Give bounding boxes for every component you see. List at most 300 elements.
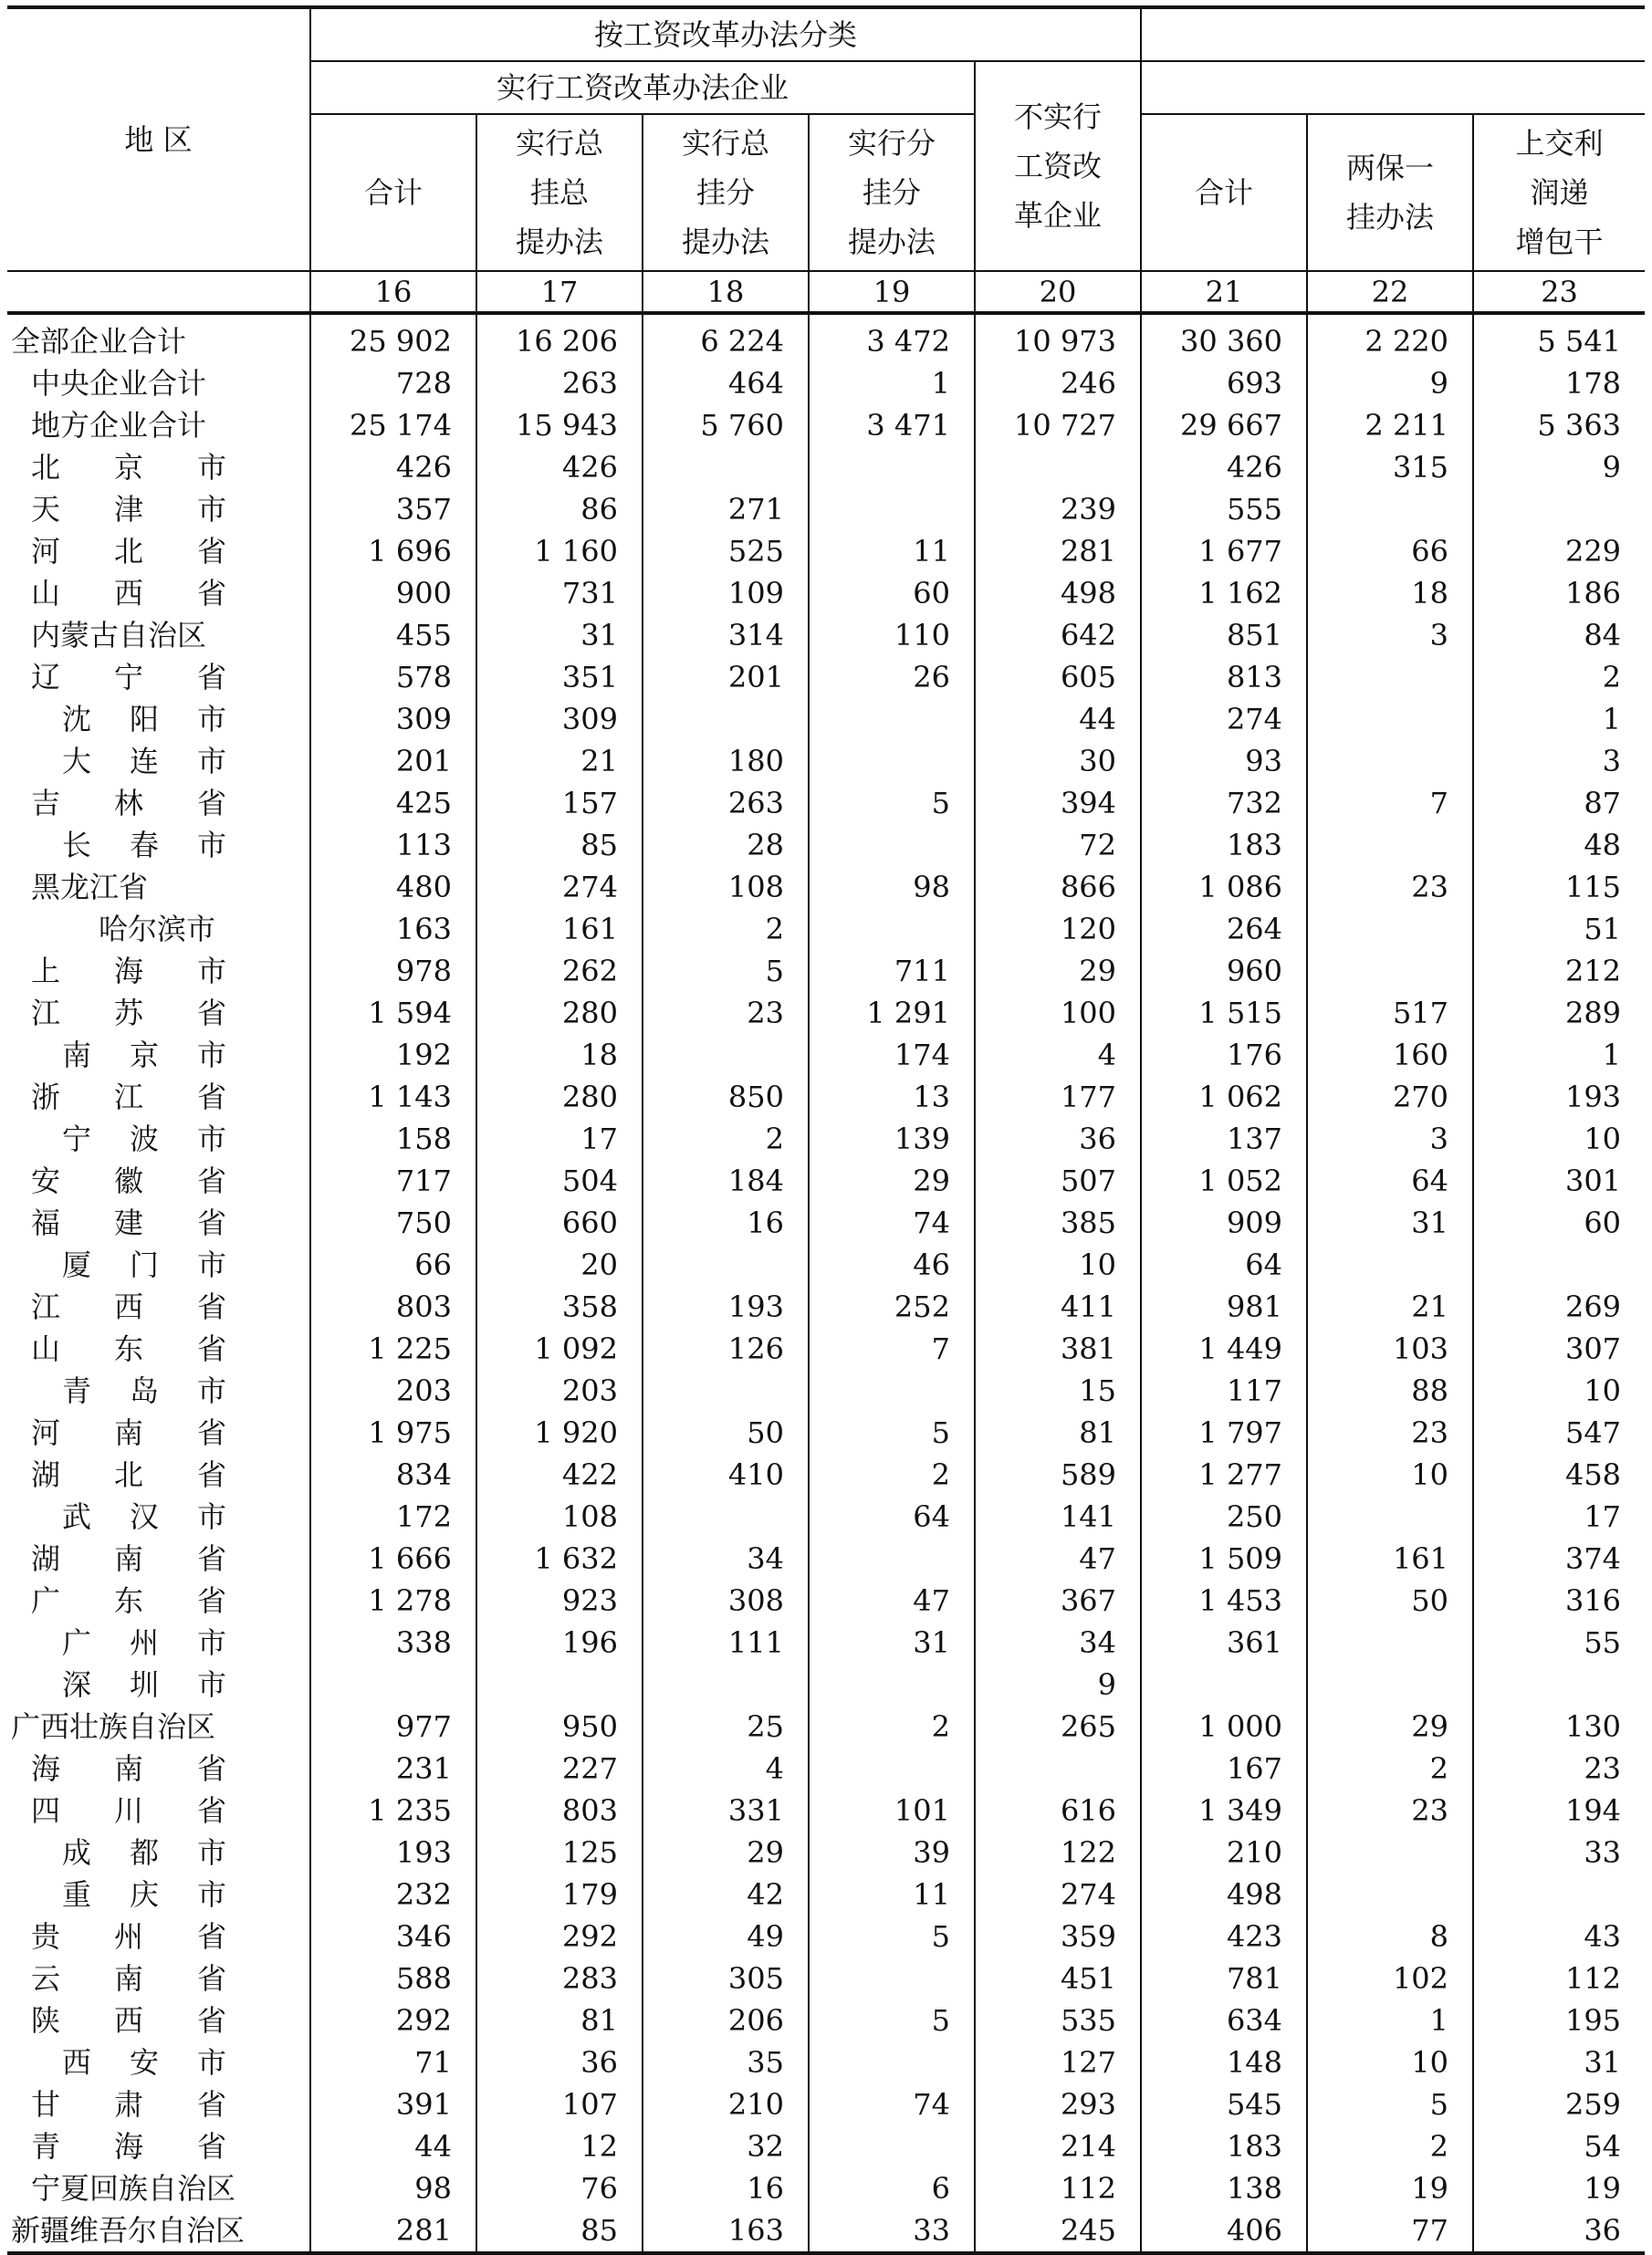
value-cell-col-17: 309: [476, 698, 643, 740]
value-cell-col-23: 1: [1473, 698, 1645, 740]
table-row: [7, 1202, 1645, 1244]
value-cell-col-16: 1 696: [310, 530, 476, 572]
value-cell-col-22: 270: [1307, 1076, 1473, 1118]
value-cell-col-22: [1307, 950, 1473, 992]
value-cell-col-19: 174: [809, 1034, 975, 1076]
value-cell-col-20: 141: [975, 1496, 1141, 1538]
value-cell-col-23: 3: [1473, 740, 1645, 782]
region-cell: [7, 1118, 310, 1160]
value-cell-col-19: 101: [809, 1790, 975, 1832]
value-cell-col-20: 100: [975, 992, 1141, 1034]
value-cell-col-20: 15: [975, 1370, 1141, 1412]
region-cell: [7, 782, 310, 824]
value-cell-col-21: 981: [1141, 1286, 1307, 1328]
value-cell-col-19: 5: [809, 1412, 975, 1454]
value-cell-col-21: 851: [1141, 614, 1307, 656]
table-row: [7, 446, 1645, 488]
region-label: 江 苏 省: [31, 996, 226, 1030]
value-cell-col-19: 5: [809, 782, 975, 824]
value-cell-col-19: 31: [809, 1622, 975, 1664]
region-label: 北 京 市: [31, 450, 226, 485]
value-cell-col-21: 1 509: [1141, 1538, 1307, 1580]
value-cell-col-23: 55: [1473, 1622, 1645, 1664]
region-cell: [7, 866, 310, 908]
value-cell-col-21: 30 360: [1141, 313, 1307, 362]
value-cell-col-17: 86: [476, 488, 643, 530]
region-label: 云 南 省: [31, 1961, 226, 1996]
table-row: [7, 614, 1645, 656]
value-cell-col-17: 76: [476, 2167, 643, 2209]
value-cell-col-22: 9: [1307, 362, 1473, 404]
value-cell-col-18: 163: [643, 2209, 809, 2253]
value-cell-col-23: 307: [1473, 1328, 1645, 1370]
region-cell: [7, 2041, 310, 2083]
value-cell-col-16: 113: [310, 824, 476, 866]
value-cell-col-18: 6 224: [643, 313, 809, 362]
value-cell-col-18: 180: [643, 740, 809, 782]
value-cell-col-18: [643, 1496, 809, 1538]
value-cell-col-18: [643, 1244, 809, 1286]
value-cell-col-18: 314: [643, 614, 809, 656]
value-cell-col-17: 1 092: [476, 1328, 643, 1370]
value-cell-col-19: 11: [809, 1874, 975, 1916]
value-cell-col-23: 316: [1473, 1580, 1645, 1622]
region-label: 甘 肃 省: [31, 2087, 226, 2122]
value-cell-col-19: 711: [809, 950, 975, 992]
value-cell-col-18: 25: [643, 1706, 809, 1748]
value-cell-col-18: [643, 698, 809, 740]
value-cell-col-21: 909: [1141, 1202, 1307, 1244]
region-label: 大 连 市: [62, 744, 226, 778]
region-cell: [7, 1832, 310, 1874]
region-cell: [7, 1748, 310, 1790]
value-cell-col-21: 1 162: [1141, 572, 1307, 614]
value-cell-col-23: 84: [1473, 614, 1645, 656]
value-cell-col-20: 72: [975, 824, 1141, 866]
region-label: 福 建 省: [31, 1206, 226, 1240]
region-label: 地方企业合计: [31, 408, 207, 443]
col-header-19: 实行分 挂分 提办法: [809, 114, 975, 271]
value-cell-col-18: 271: [643, 488, 809, 530]
value-cell-col-23: 19: [1473, 2167, 1645, 2209]
value-cell-col-17: 108: [476, 1496, 643, 1538]
value-cell-col-19: [809, 2125, 975, 2167]
value-cell-col-23: 374: [1473, 1538, 1645, 1580]
value-cell-col-18: 184: [643, 1160, 809, 1202]
region-label: 广西壮族自治区: [11, 1709, 216, 1744]
region-label: 厦 门 市: [62, 1248, 226, 1282]
value-cell-col-21: 117: [1141, 1370, 1307, 1412]
value-cell-col-16: 425: [310, 782, 476, 824]
value-cell-col-21: 264: [1141, 908, 1307, 950]
value-cell-col-22: 8: [1307, 1916, 1473, 1957]
value-cell-col-16: 292: [310, 1999, 476, 2041]
value-cell-col-16: 455: [310, 614, 476, 656]
region-label: 宁夏回族自治区: [31, 2171, 236, 2206]
value-cell-col-18: 263: [643, 782, 809, 824]
table-row: [7, 2083, 1645, 2125]
value-cell-col-19: 5: [809, 1916, 975, 1957]
value-cell-col-23: 229: [1473, 530, 1645, 572]
value-cell-col-17: 15 943: [476, 404, 643, 446]
table-row: [7, 1748, 1645, 1790]
value-cell-col-18: 111: [643, 1622, 809, 1664]
value-cell-col-16: 834: [310, 1454, 476, 1496]
statistics-table: [7, 5, 1645, 2255]
value-cell-col-23: 54: [1473, 2125, 1645, 2167]
region-label: 湖 南 省: [31, 1541, 226, 1576]
column-number: 18: [643, 271, 809, 313]
value-cell-col-23: [1473, 488, 1645, 530]
value-cell-col-20: 616: [975, 1790, 1141, 1832]
value-cell-col-17: 125: [476, 1832, 643, 1874]
value-cell-col-21: 1 062: [1141, 1076, 1307, 1118]
value-cell-col-17: 20: [476, 1244, 643, 1286]
value-cell-col-17: 1 920: [476, 1412, 643, 1454]
value-cell-col-16: 346: [310, 1916, 476, 1957]
value-cell-col-19: 47: [809, 1580, 975, 1622]
value-cell-col-22: [1307, 1664, 1473, 1706]
value-cell-col-17: 227: [476, 1748, 643, 1790]
value-cell-col-17: 426: [476, 446, 643, 488]
region-cell: [7, 313, 310, 362]
region-label: 全部企业合计: [11, 324, 187, 359]
value-cell-col-22: 103: [1307, 1328, 1473, 1370]
value-cell-col-19: 3 472: [809, 313, 975, 362]
region-label: 海 南 省: [31, 1751, 226, 1786]
value-cell-col-22: 88: [1307, 1370, 1473, 1412]
region-label: 天 津 市: [31, 492, 226, 527]
region-cell: [7, 2083, 310, 2125]
value-cell-col-17: 731: [476, 572, 643, 614]
value-cell-col-18: 206: [643, 1999, 809, 2041]
value-cell-col-20: 36: [975, 1118, 1141, 1160]
value-cell-col-23: 17: [1473, 1496, 1645, 1538]
value-cell-col-19: 98: [809, 866, 975, 908]
value-cell-col-22: 2: [1307, 1748, 1473, 1790]
table-row: [7, 1790, 1645, 1832]
region-cell: [7, 1580, 310, 1622]
table-row: [7, 1160, 1645, 1202]
value-cell-col-17: 107: [476, 2083, 643, 2125]
value-cell-col-21: 167: [1141, 1748, 1307, 1790]
value-cell-col-22: 160: [1307, 1034, 1473, 1076]
column-number: 16: [310, 271, 476, 313]
region-cell: [7, 656, 310, 698]
value-cell-col-20: 122: [975, 1832, 1141, 1874]
value-cell-col-20: 81: [975, 1412, 1141, 1454]
value-cell-col-23: 87: [1473, 782, 1645, 824]
region-label: 贵 州 省: [31, 1919, 226, 1954]
value-cell-col-20: 177: [975, 1076, 1141, 1118]
value-cell-col-19: [809, 1957, 975, 1999]
value-cell-col-20: 9: [975, 1664, 1141, 1706]
value-cell-col-23: 178: [1473, 362, 1645, 404]
group-header-right: [1141, 7, 1645, 61]
region-cell: [7, 1496, 310, 1538]
value-cell-col-22: 1: [1307, 1999, 1473, 2041]
value-cell-col-22: 18: [1307, 572, 1473, 614]
value-cell-col-23: 547: [1473, 1412, 1645, 1454]
region-label: 青 海 省: [31, 2129, 226, 2164]
region-label: 南 京 市: [62, 1038, 226, 1072]
table-row: [7, 1034, 1645, 1076]
table-row: [7, 1286, 1645, 1328]
region-cell: [7, 1622, 310, 1664]
region-label: 吉 林 省: [31, 786, 226, 820]
region-cell: [7, 1999, 310, 2041]
region-cell: [7, 2167, 310, 2209]
region-cell: [7, 404, 310, 446]
value-cell-col-16: 281: [310, 2209, 476, 2253]
table-row: [7, 1622, 1645, 1664]
value-cell-col-19: 3 471: [809, 404, 975, 446]
table-row: [7, 950, 1645, 992]
value-cell-col-17: 161: [476, 908, 643, 950]
table-row: [7, 1832, 1645, 1874]
value-cell-col-17: [476, 1664, 643, 1706]
value-cell-col-20: 281: [975, 530, 1141, 572]
value-cell-col-20: 10 973: [975, 313, 1141, 362]
value-cell-col-18: 108: [643, 866, 809, 908]
value-cell-col-17: 351: [476, 656, 643, 698]
value-cell-col-16: 803: [310, 1286, 476, 1328]
value-cell-col-23: 9: [1473, 446, 1645, 488]
value-cell-col-19: 13: [809, 1076, 975, 1118]
value-cell-col-19: [809, 1370, 975, 1412]
value-cell-col-19: [809, 1538, 975, 1580]
value-cell-col-22: 31: [1307, 1202, 1473, 1244]
value-cell-col-17: 1 632: [476, 1538, 643, 1580]
region-label: 浙 江 省: [31, 1080, 226, 1114]
value-cell-col-23: 33: [1473, 1832, 1645, 1874]
value-cell-col-19: [809, 446, 975, 488]
value-cell-col-20: 10 727: [975, 404, 1141, 446]
value-cell-col-17: 81: [476, 1999, 643, 2041]
value-cell-col-18: 42: [643, 1874, 809, 1916]
value-cell-col-16: 44: [310, 2125, 476, 2167]
value-cell-col-21: 423: [1141, 1916, 1307, 1957]
value-cell-col-23: 2: [1473, 656, 1645, 698]
value-cell-col-20: 245: [975, 2209, 1141, 2253]
region-label: 西 安 市: [62, 2045, 226, 2080]
region-label: 湖 北 省: [31, 1457, 226, 1492]
value-cell-col-22: [1307, 1622, 1473, 1664]
value-cell-col-22: 23: [1307, 866, 1473, 908]
value-cell-col-18: 28: [643, 824, 809, 866]
region-cell: [7, 992, 310, 1034]
value-cell-col-20: 274: [975, 1874, 1141, 1916]
value-cell-col-19: 5: [809, 1999, 975, 2041]
table-row: [7, 1706, 1645, 1748]
value-cell-col-18: [643, 1034, 809, 1076]
col-header-17: 实行总 挂总 提办法: [476, 114, 643, 271]
value-cell-col-22: [1307, 488, 1473, 530]
value-cell-col-23: 193: [1473, 1076, 1645, 1118]
value-cell-col-18: 2: [643, 1118, 809, 1160]
region-cell: [7, 1370, 310, 1412]
value-cell-col-22: 21: [1307, 1286, 1473, 1328]
value-cell-col-19: 46: [809, 1244, 975, 1286]
column-number: 19: [809, 271, 975, 313]
value-cell-col-20: 239: [975, 488, 1141, 530]
value-cell-col-19: 60: [809, 572, 975, 614]
value-cell-col-19: 139: [809, 1118, 975, 1160]
value-cell-col-16: 900: [310, 572, 476, 614]
value-cell-col-23: 10: [1473, 1118, 1645, 1160]
value-cell-col-20: [975, 446, 1141, 488]
table-row: [7, 1496, 1645, 1538]
value-cell-col-22: 10: [1307, 2041, 1473, 2083]
value-cell-col-23: 43: [1473, 1916, 1645, 1957]
value-cell-col-21: 813: [1141, 656, 1307, 698]
value-cell-col-23: 301: [1473, 1160, 1645, 1202]
table-row: [7, 1916, 1645, 1957]
value-cell-col-20: 605: [975, 656, 1141, 698]
value-cell-col-23: 5 541: [1473, 313, 1645, 362]
value-cell-col-16: 231: [310, 1748, 476, 1790]
value-cell-col-22: [1307, 1496, 1473, 1538]
value-cell-col-19: 11: [809, 530, 975, 572]
value-cell-col-22: 77: [1307, 2209, 1473, 2253]
value-cell-col-18: 16: [643, 2167, 809, 2209]
value-cell-col-17: 923: [476, 1580, 643, 1622]
value-cell-col-18: 5: [643, 950, 809, 992]
value-cell-col-16: 172: [310, 1496, 476, 1538]
value-cell-col-21: 138: [1141, 2167, 1307, 2209]
value-cell-col-23: 51: [1473, 908, 1645, 950]
value-cell-col-21: 634: [1141, 1999, 1307, 2041]
region-cell: [7, 1412, 310, 1454]
value-cell-col-19: [809, 2041, 975, 2083]
value-cell-col-21: 781: [1141, 1957, 1307, 1999]
table-row: [7, 698, 1645, 740]
value-cell-col-20: 10: [975, 1244, 1141, 1286]
region-cell: [7, 1076, 310, 1118]
value-cell-col-17: 262: [476, 950, 643, 992]
value-cell-col-22: 10: [1307, 1454, 1473, 1496]
value-cell-col-18: 201: [643, 656, 809, 698]
value-cell-col-18: 49: [643, 1916, 809, 1957]
region-label: 广 州 市: [62, 1625, 226, 1660]
region-label: 黑龙江省: [31, 870, 149, 904]
region-cell: [7, 1286, 310, 1328]
value-cell-col-18: 109: [643, 572, 809, 614]
value-cell-col-22: [1307, 1874, 1473, 1916]
value-cell-col-16: 750: [310, 1202, 476, 1244]
table-row: [7, 782, 1645, 824]
value-cell-col-17: 85: [476, 824, 643, 866]
region-label: 内蒙古自治区: [31, 618, 207, 652]
value-cell-col-18: 50: [643, 1412, 809, 1454]
value-cell-col-18: 525: [643, 530, 809, 572]
group-header-label: 按工资改革办法分类: [594, 17, 858, 52]
value-cell-col-16: 1 225: [310, 1328, 476, 1370]
region-label: 沈 阳 市: [62, 702, 226, 736]
value-cell-col-21: 183: [1141, 2125, 1307, 2167]
value-cell-col-16: 193: [310, 1832, 476, 1874]
value-cell-col-21: 406: [1141, 2209, 1307, 2253]
value-cell-col-23: 1: [1473, 1034, 1645, 1076]
value-cell-col-19: 39: [809, 1832, 975, 1874]
value-cell-col-20: 359: [975, 1916, 1141, 1957]
value-cell-col-20: 498: [975, 572, 1141, 614]
value-cell-col-18: 34: [643, 1538, 809, 1580]
region-label: 上 海 市: [31, 954, 226, 988]
region-cell: [7, 950, 310, 992]
value-cell-col-20: 507: [975, 1160, 1141, 1202]
value-cell-col-16: 728: [310, 362, 476, 404]
value-cell-col-21: 210: [1141, 1832, 1307, 1874]
value-cell-col-23: 289: [1473, 992, 1645, 1034]
value-cell-col-17: 283: [476, 1957, 643, 1999]
value-cell-col-21: 1 797: [1141, 1412, 1307, 1454]
value-cell-col-17: 36: [476, 2041, 643, 2083]
value-cell-col-22: 2: [1307, 2125, 1473, 2167]
table-row: [7, 1412, 1645, 1454]
value-cell-col-17: 280: [476, 1076, 643, 1118]
value-cell-col-17: 203: [476, 1370, 643, 1412]
value-cell-col-16: 1 278: [310, 1580, 476, 1622]
region-cell: [7, 1244, 310, 1286]
region-header-label: 地 区: [124, 122, 193, 157]
value-cell-col-20: 120: [975, 908, 1141, 950]
table-row: [7, 1580, 1645, 1622]
table-row: [7, 2041, 1645, 2083]
value-cell-col-21: 555: [1141, 488, 1307, 530]
value-cell-col-16: 25 902: [310, 313, 476, 362]
value-cell-col-18: 35: [643, 2041, 809, 2083]
region-label: 江 西 省: [31, 1289, 226, 1324]
column-number: 21: [1141, 271, 1307, 313]
value-cell-col-19: [809, 740, 975, 782]
table-row: [7, 740, 1645, 782]
value-cell-col-20: 29: [975, 950, 1141, 992]
subgroup-header-right: [1141, 61, 1645, 114]
value-cell-col-20: 589: [975, 1454, 1141, 1496]
region-cell: [7, 530, 310, 572]
value-cell-col-17: 31: [476, 614, 643, 656]
subgroup-header-label: 实行工资改革办法企业: [496, 70, 789, 105]
value-cell-col-16: 98: [310, 2167, 476, 2209]
region-cell: [7, 824, 310, 866]
value-cell-col-21: 1 086: [1141, 866, 1307, 908]
region-cell: [7, 1160, 310, 1202]
value-cell-col-16: 158: [310, 1118, 476, 1160]
region-label: 重 庆 市: [62, 1877, 226, 1912]
value-cell-col-23: 23: [1473, 1748, 1645, 1790]
value-cell-col-20: 381: [975, 1328, 1141, 1370]
value-cell-col-23: 115: [1473, 866, 1645, 908]
value-cell-col-21: 1 277: [1141, 1454, 1307, 1496]
value-cell-col-23: 112: [1473, 1957, 1645, 1999]
value-cell-col-16: 192: [310, 1034, 476, 1076]
value-cell-col-22: 66: [1307, 530, 1473, 572]
value-cell-col-23: 5 363: [1473, 404, 1645, 446]
value-cell-col-17: 263: [476, 362, 643, 404]
value-cell-col-21: 361: [1141, 1622, 1307, 1664]
value-cell-col-18: 210: [643, 2083, 809, 2125]
table-row: [7, 992, 1645, 1034]
value-cell-col-20: 535: [975, 1999, 1141, 2041]
region-cell: [7, 1202, 310, 1244]
table-row: [7, 1118, 1645, 1160]
value-cell-col-20: 4: [975, 1034, 1141, 1076]
table-row: [7, 2167, 1645, 2209]
value-cell-col-16: 201: [310, 740, 476, 782]
region-label: 河 北 省: [31, 534, 226, 569]
value-cell-col-21: 1 052: [1141, 1160, 1307, 1202]
